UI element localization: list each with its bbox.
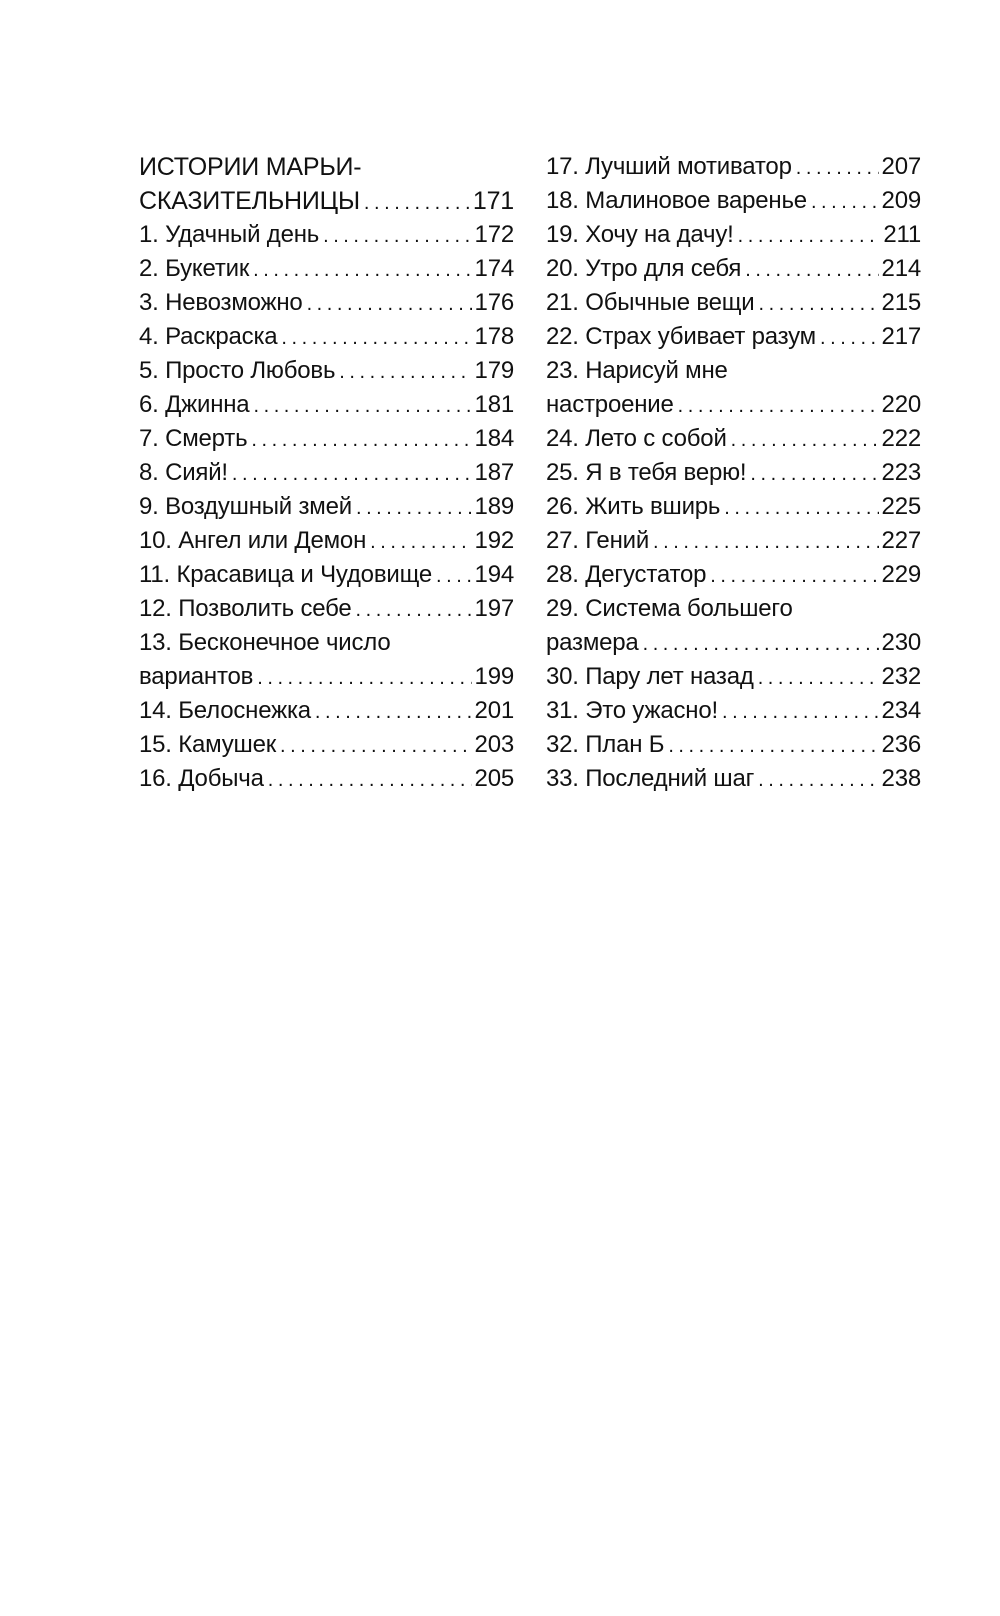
- toc-entry-page-number: 184: [474, 425, 514, 452]
- toc-entry[interactable]: [546, 728, 921, 762]
- toc-entry-page-number: 187: [474, 459, 514, 486]
- dot-leader: [710, 558, 878, 593]
- toc-entry-title: 2. Букетик: [139, 255, 250, 282]
- toc-entry-title: 33. Последний шаг: [546, 765, 755, 792]
- toc-entry-page-number: 229: [881, 561, 921, 588]
- toc-entry-page-number: 220: [881, 391, 921, 418]
- toc-entry-page-number: 172: [474, 221, 514, 248]
- toc-entry-title: 28. Дегустатор: [546, 561, 707, 588]
- toc-entry-title: вариантов: [139, 663, 254, 690]
- toc-entry-title: 6. Джинна: [139, 391, 250, 418]
- toc-entry[interactable]: [546, 150, 921, 184]
- toc-entry-title: 10. Ангел или Демон: [139, 527, 367, 554]
- toc-entry[interactable]: [139, 422, 514, 456]
- toc-entry-title: 3. Невозможно: [139, 289, 303, 316]
- toc-entry-title: 11. Красавица и Чудовище: [139, 561, 432, 588]
- toc-entry-page-number: 192: [474, 527, 514, 554]
- dot-leader: [745, 252, 878, 287]
- dot-leader: [678, 388, 879, 423]
- toc-entry-title: 32. План Б: [546, 731, 665, 758]
- toc-entry-title: 16. Добыча: [139, 765, 264, 792]
- toc-right-entries: [546, 150, 921, 796]
- dot-leader: [811, 184, 879, 219]
- toc-entry-line: [139, 490, 514, 524]
- dot-leader: [722, 694, 879, 729]
- toc-entry[interactable]: [546, 422, 921, 456]
- dot-leader: [257, 660, 471, 695]
- toc-entry[interactable]: [546, 184, 921, 218]
- toc-entry-line: [139, 388, 514, 422]
- toc-entry-line: [546, 728, 921, 762]
- toc-entry-page-number: 181: [474, 391, 514, 418]
- toc-entry-line: [546, 660, 921, 694]
- toc-entry-line: [546, 422, 921, 456]
- toc-entry-line: [546, 762, 921, 796]
- dot-leader: [339, 354, 471, 389]
- section-title-text: СКАЗИТЕЛЬНИЦЫ: [139, 187, 360, 215]
- toc-entry-title: 30. Пару лет назад: [546, 663, 754, 690]
- toc-entry-title: 12. Позволить себе: [139, 595, 352, 622]
- toc-entry[interactable]: [546, 286, 921, 320]
- toc-entry-page-number: 197: [474, 595, 514, 622]
- dot-leader: [253, 388, 471, 423]
- toc-entry[interactable]: [546, 660, 921, 694]
- dot-leader: [356, 592, 472, 627]
- toc-entry-page-number: 238: [881, 765, 921, 792]
- toc-entry-title: настроение: [546, 391, 674, 418]
- toc-entry-title: 17. Лучший мотиватор: [546, 153, 792, 180]
- toc-entry-line: [139, 422, 514, 456]
- toc-entry[interactable]: [139, 626, 514, 694]
- toc-entry[interactable]: [546, 592, 921, 660]
- toc-entry-title: 31. Это ужасно!: [546, 697, 718, 724]
- toc-entry-page-number: 217: [881, 323, 921, 350]
- toc-entry[interactable]: [139, 558, 514, 592]
- toc-entry-title-line1: 29. Система большего: [546, 595, 793, 622]
- toc-entry-line: [546, 252, 921, 286]
- dot-leader: [280, 728, 472, 763]
- toc-entry-line: [139, 558, 514, 592]
- dot-leader: [232, 456, 472, 491]
- dot-leader: [724, 490, 878, 525]
- toc-entry-page-number: 227: [881, 527, 921, 554]
- dot-leader: [315, 694, 472, 729]
- dot-leader: [370, 524, 471, 559]
- dot-leader: [653, 524, 879, 559]
- toc-right-column: [546, 150, 921, 796]
- dot-leader: [281, 320, 471, 355]
- toc-entry-title: 15. Камушек: [139, 731, 277, 758]
- toc-entry-line: [139, 660, 514, 694]
- toc-entry-line: [139, 320, 514, 354]
- dot-leader: [758, 762, 878, 797]
- dot-leader: [796, 150, 879, 185]
- toc-entry-title: размера: [546, 629, 639, 656]
- toc-entry[interactable]: [546, 524, 921, 558]
- toc-entry-title: 8. Сияй!: [139, 459, 228, 486]
- toc-entry-page-number: 205: [474, 765, 514, 792]
- toc-entry-title: 20. Утро для себя: [546, 255, 742, 282]
- toc-entry-title-line1: 13. Бесконечное число: [139, 629, 391, 656]
- toc-entry-line: [546, 626, 921, 660]
- toc-entry-line: [546, 184, 921, 218]
- dot-leader: [356, 490, 472, 525]
- toc-entry-page-number: 194: [474, 561, 514, 588]
- toc-entry[interactable]: [139, 218, 514, 252]
- section-title-line1: ИСТОРИИ МАРЬИ-: [139, 153, 362, 181]
- toc-entry[interactable]: [139, 252, 514, 286]
- toc-entry-line: [139, 354, 514, 388]
- toc-entry-line: [139, 524, 514, 558]
- dot-leader: [323, 218, 471, 253]
- toc-entry-line: [546, 150, 921, 184]
- toc-entry[interactable]: [546, 218, 921, 252]
- toc-entry-title: 7. Смерть: [139, 425, 248, 452]
- toc-entry-line: [546, 320, 921, 354]
- toc-entry-page-number: 215: [881, 289, 921, 316]
- toc-left-entries: [139, 218, 514, 796]
- toc-entry-line: [546, 524, 921, 558]
- toc-entry[interactable]: [139, 490, 514, 524]
- dot-leader: [436, 558, 472, 593]
- toc-entry-line: [139, 592, 514, 626]
- toc-entry-page-number: 207: [881, 153, 921, 180]
- toc-entry-line: [139, 694, 514, 728]
- dot-leader: [364, 184, 470, 220]
- toc-entry-line: [139, 218, 514, 252]
- toc-entry-line: [546, 456, 921, 490]
- toc-entry-page-number: 176: [474, 289, 514, 316]
- toc-entry[interactable]: [546, 694, 921, 728]
- toc-entry-line: [139, 286, 514, 320]
- toc-entry[interactable]: [139, 762, 514, 796]
- toc-entry-title: 5. Просто Любовь: [139, 357, 336, 384]
- toc-entry-page-number: 214: [881, 255, 921, 282]
- toc-section-heading: [139, 150, 514, 218]
- toc-entry-page-number: 225: [881, 493, 921, 520]
- toc-entry-title: 24. Лето с собой: [546, 425, 727, 452]
- toc-entry-line: [546, 286, 921, 320]
- toc-entry[interactable]: [546, 762, 921, 796]
- toc-entry[interactable]: [139, 456, 514, 490]
- toc-entry-page-number: 223: [881, 459, 921, 486]
- dot-leader: [738, 218, 881, 253]
- toc-entry-title: 14. Белоснежка: [139, 697, 311, 724]
- toc-entry[interactable]: [546, 490, 921, 524]
- toc-entry[interactable]: [546, 320, 921, 354]
- toc-entry-page-number: 179: [474, 357, 514, 384]
- toc-entry-title: 27. Гений: [546, 527, 650, 554]
- toc-entry-page-number: 236: [881, 731, 921, 758]
- toc-entry-page-number: 178: [474, 323, 514, 350]
- toc-entry-page-number: 209: [881, 187, 921, 214]
- toc-entry-page-number: 174: [474, 255, 514, 282]
- section-title-line2: [139, 184, 514, 218]
- toc-entry[interactable]: [546, 354, 921, 422]
- toc-entry-page-number: 211: [883, 221, 921, 248]
- toc-entry[interactable]: [139, 388, 514, 422]
- dot-leader: [820, 320, 879, 355]
- toc-entry-page-number: 234: [881, 697, 921, 724]
- toc-entry-page-number: 203: [474, 731, 514, 758]
- toc-entry-line: [546, 388, 921, 422]
- toc-entry-line: [139, 456, 514, 490]
- toc-entry-title: 26. Жить вширь: [546, 493, 721, 520]
- toc-entry-line: [546, 558, 921, 592]
- toc-entry-page-number: 199: [474, 663, 514, 690]
- dot-leader: [759, 286, 879, 321]
- toc-entry-page-number: 201: [474, 697, 514, 724]
- toc-entry-title: 19. Хочу на дачу!: [546, 221, 734, 248]
- toc-entry[interactable]: [139, 694, 514, 728]
- toc-entry[interactable]: [546, 456, 921, 490]
- toc-entry-line: [139, 762, 514, 796]
- toc-entry[interactable]: [139, 728, 514, 762]
- toc-entry-title: 21. Обычные вещи: [546, 289, 755, 316]
- toc-entry-title: 22. Страх убивает разум: [546, 323, 816, 350]
- dot-leader: [307, 286, 472, 321]
- toc-entry-page-number: 189: [474, 493, 514, 520]
- dot-leader: [758, 660, 879, 695]
- toc-entry-page-number: 232: [881, 663, 921, 690]
- toc-entry-line: [139, 728, 514, 762]
- dot-leader: [268, 762, 472, 797]
- dot-leader: [731, 422, 879, 457]
- toc-entry[interactable]: [139, 524, 514, 558]
- dot-leader: [750, 456, 878, 491]
- toc-entry[interactable]: [546, 252, 921, 286]
- dot-leader: [251, 422, 471, 457]
- toc-entry-line: [139, 252, 514, 286]
- toc-entry-title: 18. Малиновое варенье: [546, 187, 807, 214]
- toc-entry[interactable]: [139, 354, 514, 388]
- toc-entry-title-line1: 23. Нарисуй мне: [546, 357, 728, 384]
- section-page-number: 171: [472, 187, 514, 215]
- toc-entry-title: 4. Раскраска: [139, 323, 278, 350]
- dot-leader: [253, 252, 471, 287]
- toc-entry-line: [546, 218, 921, 252]
- dot-leader: [668, 728, 878, 763]
- toc-entry-line: [546, 694, 921, 728]
- toc-entry[interactable]: [139, 320, 514, 354]
- toc-entry-page-number: 222: [881, 425, 921, 452]
- toc-left-column: [139, 150, 514, 796]
- toc-entry-line: [546, 490, 921, 524]
- toc-entry[interactable]: [139, 286, 514, 320]
- toc-entry[interactable]: [546, 558, 921, 592]
- toc-entry-title: 1. Удачный день: [139, 221, 320, 248]
- toc-entry[interactable]: [139, 592, 514, 626]
- toc-entry-page-number: 230: [881, 629, 921, 656]
- toc-entry-title: 9. Воздушный змей: [139, 493, 352, 520]
- dot-leader: [643, 626, 879, 661]
- toc-entry-title: 25. Я в тебя верю!: [546, 459, 747, 486]
